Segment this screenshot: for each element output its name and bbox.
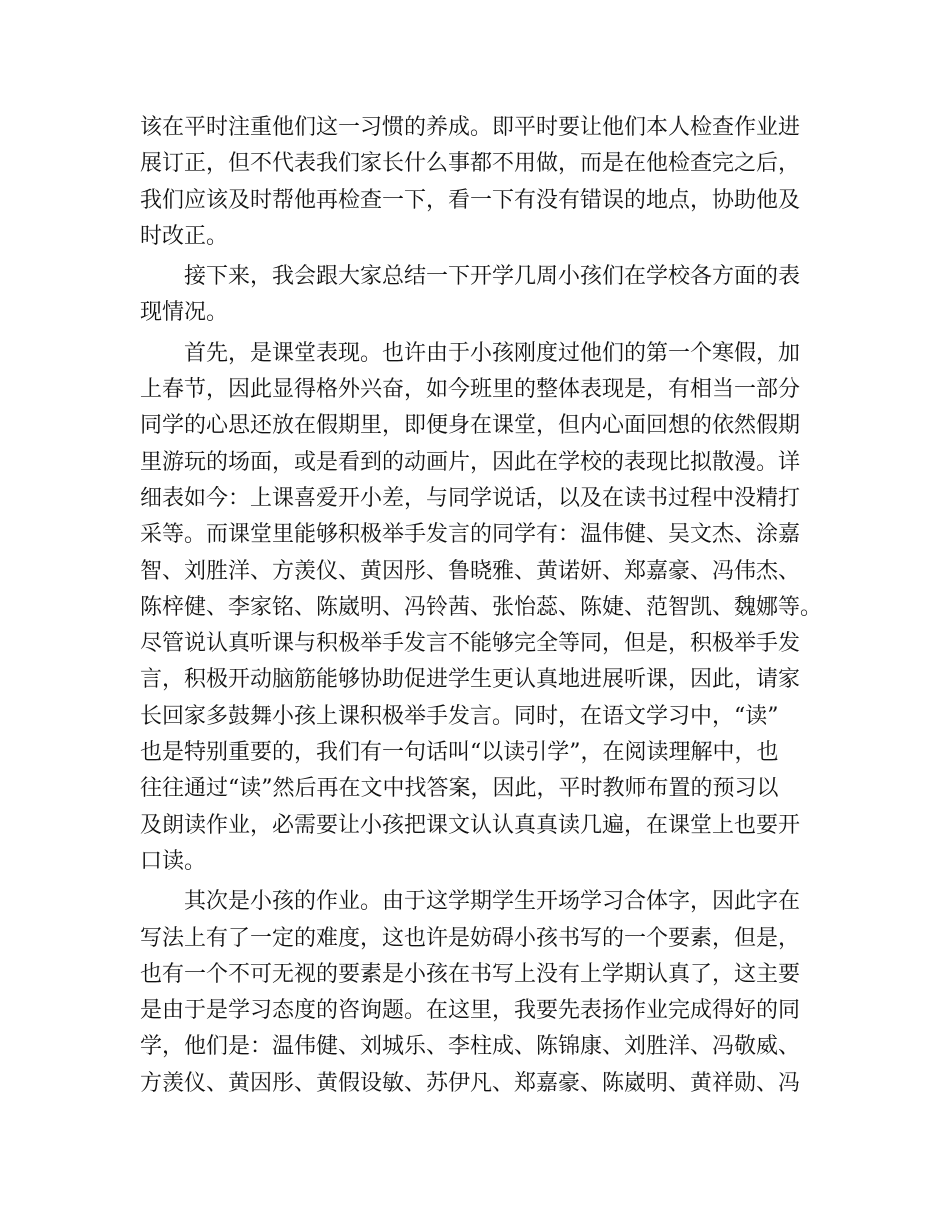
document-body <box>140 110 824 1102</box>
text-line: 方羡仪、黄因彤、黄假设敏、苏伊凡、郑嘉豪、陈崴明、黄祥勋、冯 <box>140 1070 801 1096</box>
paragraph-1 <box>140 110 824 255</box>
text-line: 细表如今：上课喜爱开小差，与同学说话，以及在读书过程中没精打 <box>140 485 801 511</box>
text-line: 智、刘胜洋、方羡仪、黄因彤、鲁晓雅、黄诺妍、郑嘉豪、冯伟杰、 <box>140 558 801 584</box>
paragraph-4 <box>140 884 824 1102</box>
text-line: 及朗读作业，必需要让小孩把课文认认真真读几遍，在课堂上也要开 <box>140 812 801 838</box>
text-line: 长回家多鼓舞小孩上课积极举手发言。同时，在语文学习中，“读” <box>140 703 779 729</box>
text-line: 首先，是课堂表现。也许由于小孩刚度过他们的第一个寒假，加 <box>184 340 801 366</box>
text-line: 学，他们是：温伟健、刘城乐、李柱成、陈锦康、刘胜洋、冯敬威、 <box>140 1034 801 1060</box>
text-line: 该在平时注重他们这一习惯的养成。即平时要让他们本人检查作业进 <box>140 115 801 140</box>
text-line: 也有一个不可无视的要素是小孩在书写上没有上学期认真了，这主要 <box>140 961 801 987</box>
text-line: 同学的心思还放在假期里，即便身在课堂，但内心面回想的依然假期 <box>140 413 801 439</box>
text-line: 也是特别重要的，我们有一句话叫“以读引学”，在阅读理解中，也 <box>140 740 779 766</box>
text-line: 言，积极开动脑筋能够协助促进学生更认真地进展听课，因此，请家 <box>140 667 801 693</box>
text-line: 展订正，但不代表我们家长什么事都不用做，而是在他检查完之后， <box>140 151 801 177</box>
text-line: 写法上有了一定的难度，这也许是妨碍小孩书写的一个要素，但是， <box>140 925 801 951</box>
text-line: 口读。 <box>140 848 207 874</box>
text-line: 其次是小孩的作业。由于这学期学生开场学习合体字，因此字在 <box>184 889 801 915</box>
text-line: 是由于是学习态度的咨询题。在这里，我要先表扬作业完成得好的同 <box>140 998 801 1024</box>
text-line: 往往通过“读”然后再在文中找答案，因此，平时教师布置的预习以 <box>140 776 779 802</box>
text-line: 里游玩的场面，或是看到的动画片，因此在学校的表现比拟散漫。详 <box>140 449 801 475</box>
text-line: 采等。而课堂里能够积极举手发言的同学有：温伟健、吴文杰、涂嘉 <box>140 522 801 548</box>
text-line: 尽管说认真听课与积极举手发言不能够完全等同，但是，积极举手发 <box>140 631 801 657</box>
text-line: 上春节，因此显得格外兴奋，如今班里的整体表现是，有相当一部分 <box>140 377 801 403</box>
text-line: 现情况。 <box>140 300 229 326</box>
text-line: 接下来，我会跟大家总结一下开学几周小孩们在学校各方面的表 <box>184 264 801 290</box>
text-line: 我们应该及时帮他再检查一下，看一下有没有错误的地点，协助他及 <box>140 187 801 213</box>
text-line: 时改正。 <box>140 223 229 249</box>
paragraph-3 <box>140 336 824 880</box>
text-line: 陈梓健、李家铭、陈崴明、冯铃茜、张怡蕊、陈婕、范智凯、魏娜等。 <box>140 594 823 620</box>
paragraph-2 <box>140 259 824 332</box>
